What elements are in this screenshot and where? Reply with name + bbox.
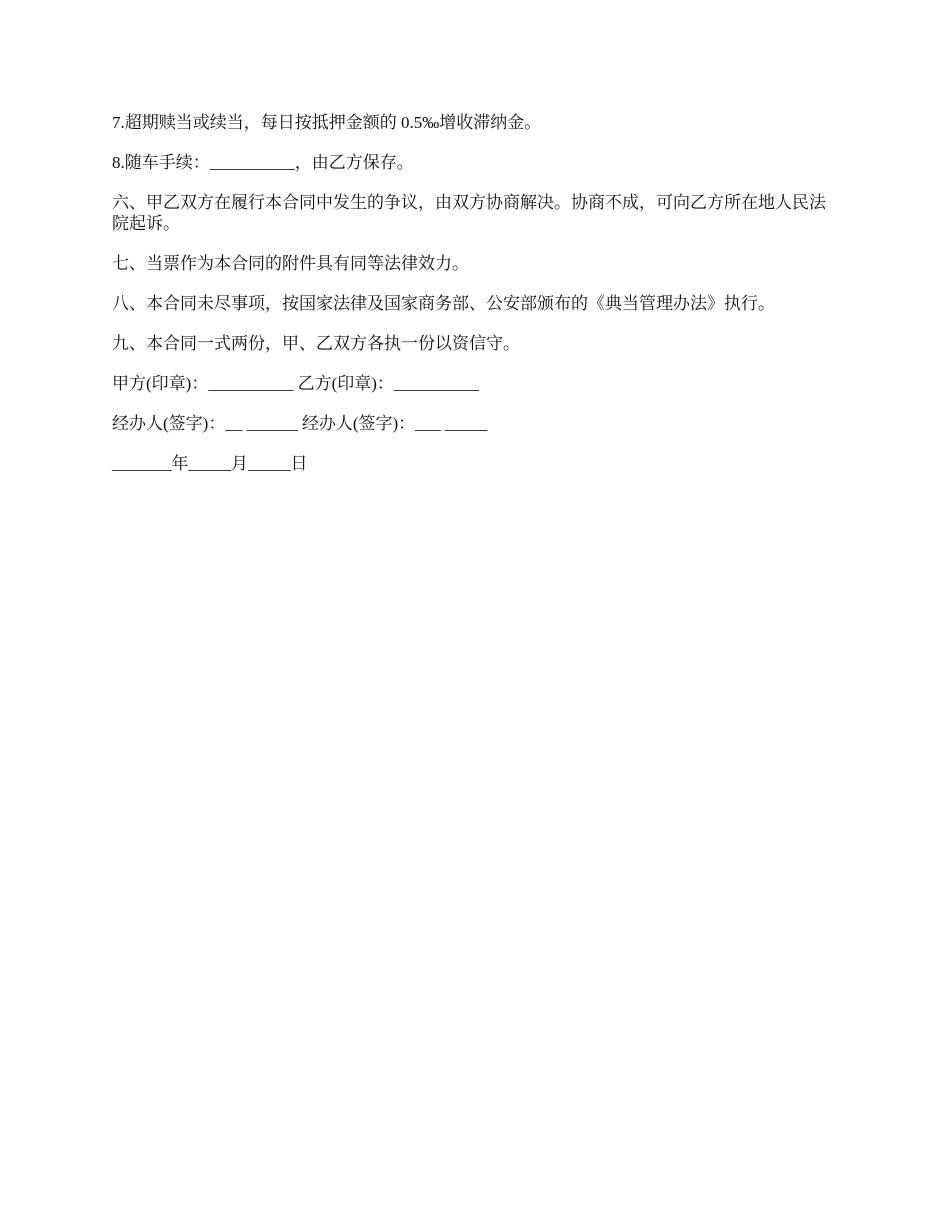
document-body xyxy=(112,112,842,493)
party-seals-line: 甲方(印章)：__________ 乙方(印章)：__________ xyxy=(112,374,479,393)
clause-nine-copies: 九、本合同一式两份，甲、乙双方各执一份以资信守。 xyxy=(112,334,520,353)
clause-seven-pawn-ticket: 七、当票作为本合同的附件具有同等法律效力。 xyxy=(112,254,469,273)
clause-six-dispute-resolution: 六、甲乙双方在履行本合同中发生的争议，由双方协商解决。协商不成，可向乙方所在地人民法院起诉。 xyxy=(112,193,826,233)
clause-7-overdue-fee: 7.超期赎当或续当，每日按抵押金额的 0.5‰增收滞纳金。 xyxy=(112,113,542,132)
date-line: _______年_____月_____日 xyxy=(112,454,308,473)
clause-eight-unaddressed-matters: 八、本合同未尽事项，按国家法律及国家商务部、公安部颁布的《典当管理办法》执行。 xyxy=(112,294,775,313)
clause-8-vehicle-documents: 8.随车手续：__________，由乙方保存。 xyxy=(112,153,414,172)
handler-signatures-line: 经办人(签字)：__ ______ 经办人(签字)：___ _____ xyxy=(112,414,488,433)
